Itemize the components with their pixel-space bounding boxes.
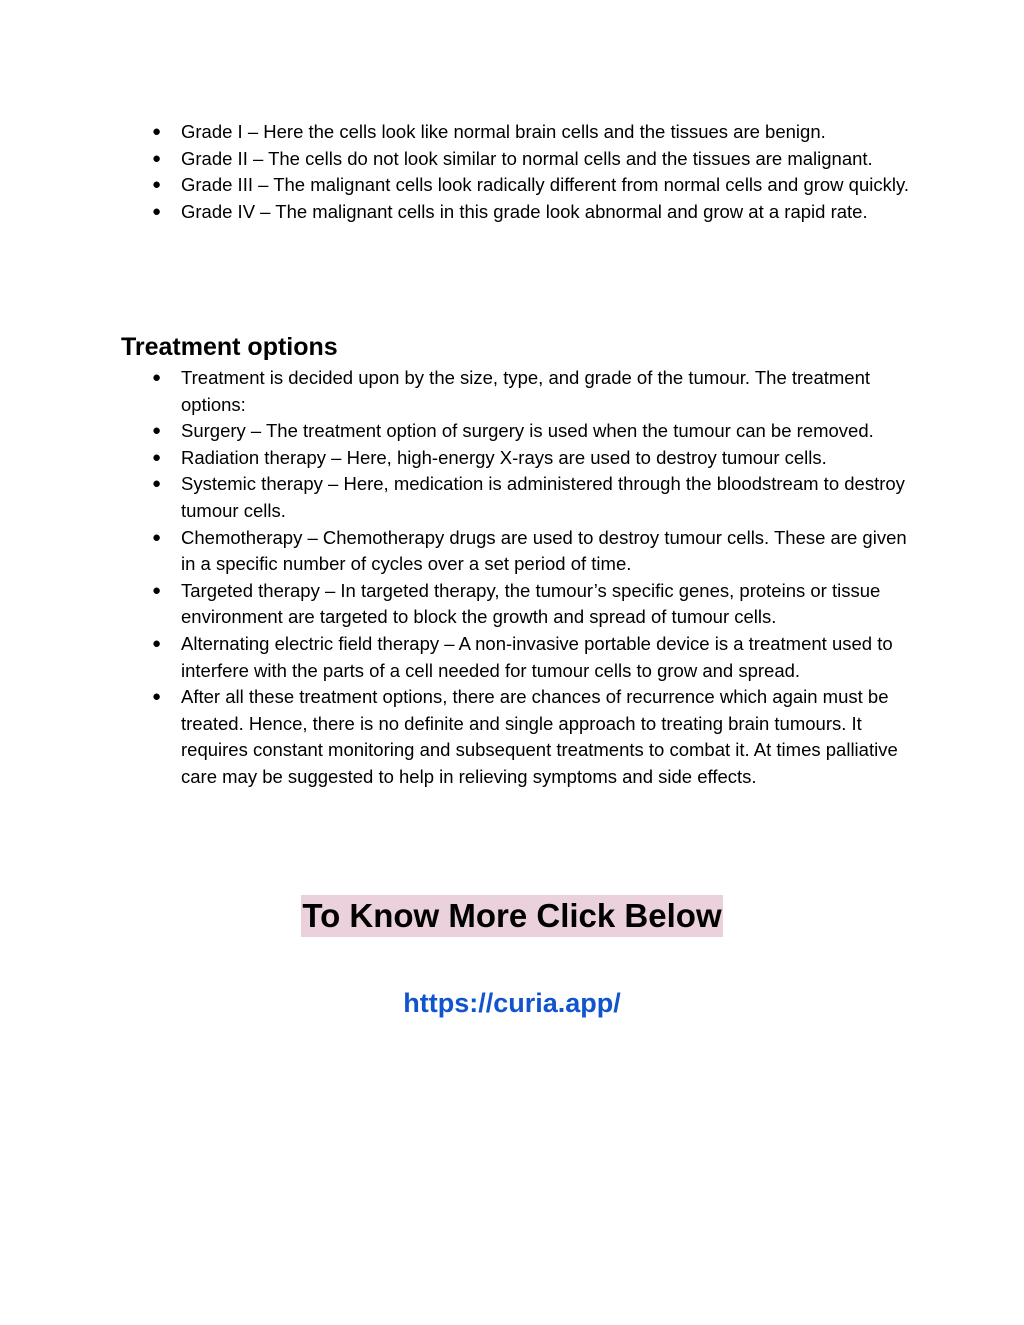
list-item-text: Targeted therapy – In targeted therapy, the tumour’s specific genes, proteins or tissue environment are targeted to block the growth and spread of tumour cells. xyxy=(181,579,881,628)
bullet-icon: ● xyxy=(152,422,162,440)
list-item-text: Surgery – The treatment option of surgery is used when the tumour can be removed. xyxy=(181,420,874,442)
list-item-text: Grade II – The cells do not look similar to normal cells and the tissues are malignant. xyxy=(181,147,873,169)
list-item-text: Grade I – Here the cells look like normal brain cells and the tissues are benign. xyxy=(181,121,826,142)
list-item-text: Grade IV – The malignant cells in this grade look abnormal and grow at a rapid rate. xyxy=(181,200,868,222)
treatment-options-list xyxy=(152,365,912,791)
list-item xyxy=(152,578,912,631)
list-item xyxy=(152,445,912,472)
list-item xyxy=(152,684,912,790)
bullet-icon: ● xyxy=(152,149,162,167)
list-item xyxy=(152,365,912,418)
list-item-text: After all these treatment options, there are chances of recurrence which again must be treated. Hence, there is no definite and single approach to treating brain tumours. It requires constant monitoring and subsequent treatments to combat it. At times palliative care may be suggested to help in relieving symptoms and side effects. xyxy=(181,686,898,787)
bullet-icon: ● xyxy=(152,581,162,599)
list-item xyxy=(152,471,912,524)
bullet-icon: ● xyxy=(152,448,162,466)
list-item-text: Alternating electric field therapy – A non-invasive portable device is a treatment used to interfere with the parts of a cell needed for tumour cells to grow and spread. xyxy=(181,632,893,681)
call-to-action xyxy=(0,895,1024,937)
list-item-text: Radiation therapy – Here, high-energy X-rays are used to destroy tumour cells. xyxy=(181,446,827,468)
bullet-icon: ● xyxy=(152,475,162,493)
bullet-icon: ● xyxy=(152,369,162,386)
list-item xyxy=(152,631,912,684)
treatment-options-heading: Treatment options xyxy=(121,333,338,361)
bullet-icon: ● xyxy=(152,202,162,220)
call-to-action-text: To Know More Click Below xyxy=(301,895,722,937)
curia-link[interactable]: https://curia.app/ xyxy=(403,988,621,1018)
bullet-icon: ● xyxy=(152,688,162,706)
list-item xyxy=(152,199,912,226)
list-item xyxy=(152,418,912,445)
bullet-icon: ● xyxy=(152,528,162,546)
list-item-text: Grade III – The malignant cells look radically different from normal cells and grow quickly. xyxy=(181,174,909,196)
list-item xyxy=(152,146,912,173)
list-item xyxy=(152,172,912,199)
bullet-icon: ● xyxy=(152,123,162,140)
bullet-icon: ● xyxy=(152,176,162,194)
list-item-text: Chemotherapy – Chemotherapy drugs are used to destroy tumour cells. These are given in a specific number of cycles over a set period of time. xyxy=(181,526,907,575)
list-item-text: Treatment is decided upon by the size, type, and grade of the tumour. The treatment options: xyxy=(181,367,871,415)
list-item-text: Systemic therapy – Here, medication is administered through the bloodstream to destroy tumour cells. xyxy=(181,473,905,521)
bullet-icon: ● xyxy=(152,634,162,652)
list-item xyxy=(152,525,912,578)
link-row xyxy=(0,985,1024,1021)
tumour-grades-list xyxy=(152,119,912,225)
list-item xyxy=(152,119,912,146)
